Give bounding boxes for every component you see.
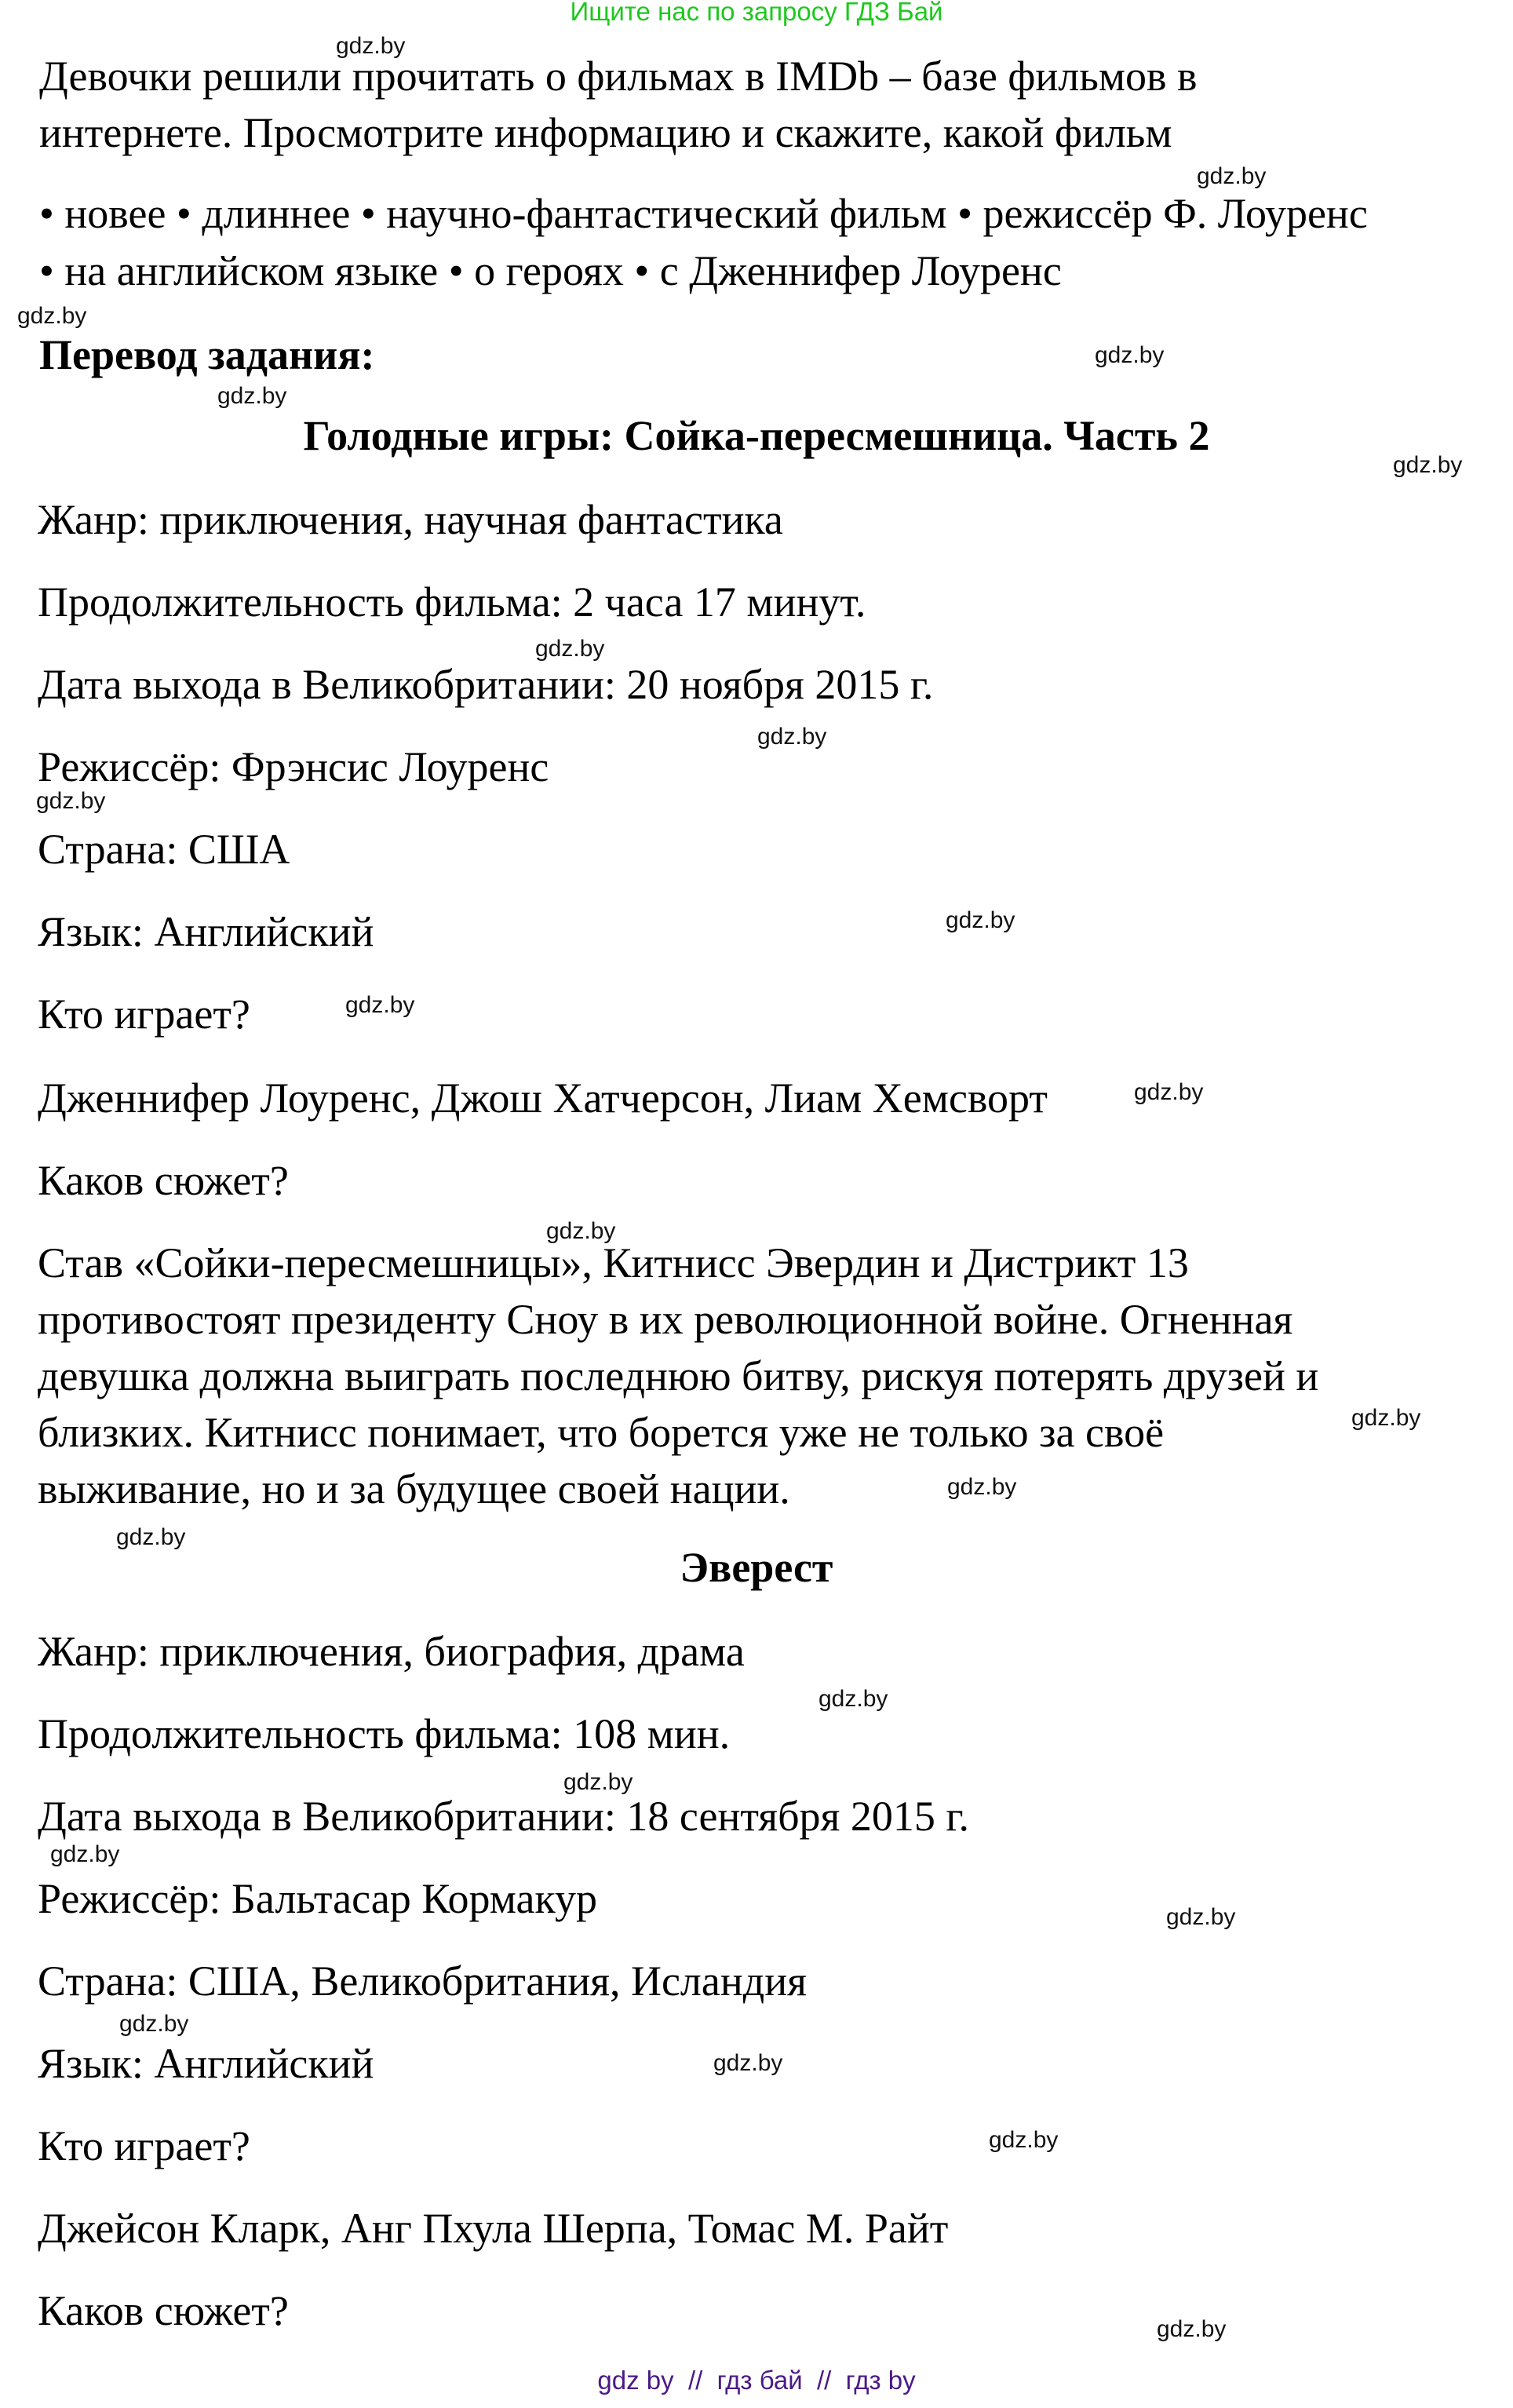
film-2-language: Язык: Английский [38, 2040, 374, 2087]
film-1-cast: Дженнифер Лоуренс, Джош Хатчерсон, Лиам Хемсворт [38, 1074, 1048, 1122]
film-1-release: Дата выхода в Великобритании: 20 ноября 2015 г. [38, 661, 934, 708]
film-2-genre: Жанр: приключения, биография, драма [38, 1628, 745, 1675]
film-1-plot-line: девушка должна выиграть последнюю битву, рискуя потерять друзей и [38, 1352, 1319, 1399]
watermark: gdz.by [946, 907, 1015, 933]
film-1-plot-line: близких. Китнисс понимает, что борется уже не только за своё [38, 1409, 1165, 1456]
film-1-director: Режиссёр: Фрэнсис Лоуренс [38, 743, 549, 790]
watermark: gdz.by [1134, 1079, 1204, 1105]
film-1-language: Язык: Английский [38, 908, 374, 955]
watermark: gdz.by [336, 33, 406, 59]
film-2-country: Страна: США, Великобритания, Исландия [38, 1957, 807, 2005]
watermark: gdz.by [1166, 1904, 1236, 1930]
film-1-genre: Жанр: приключения, научная фантастика [38, 496, 783, 543]
task-line-2: интернете. Просмотрите информацию и скажите, какой фильм [39, 109, 1172, 156]
film-2-director: Режиссёр: Бальтасар Кормакур [38, 1875, 597, 1922]
top-banner: Ищите нас по запросу ГДЗ Бай [570, 0, 943, 26]
watermark: gdz.by [119, 2011, 189, 2037]
film-1-duration: Продолжительность фильма: 2 часа 17 минут. [38, 578, 866, 626]
translation-heading: Перевод задания: [39, 331, 375, 378]
watermark: gdz.by [217, 383, 287, 409]
watermark: gdz.by [50, 1841, 120, 1867]
task-bullets-1: • новее • длиннее • научно-фантастический фильм • режиссёр Ф. Лоуренс [39, 190, 1368, 237]
watermark: gdz.by [17, 303, 87, 329]
film-2-duration: Продолжительность фильма: 108 мин. [38, 1710, 731, 1757]
watermark: gdz.by [1197, 163, 1267, 189]
film-2-cast: Джейсон Кларк, Анг Пхула Шерпа, Томас М. Райт [38, 2205, 949, 2252]
film-1-plot-line: противостоят президенту Сноу в их революционной войне. Огненная [38, 1296, 1293, 1343]
task-bullets-2: • на английском языке • о героях • с Дженнифер Лоуренс [39, 247, 1062, 294]
film-1-plot-line: выживание, но и за будущее своей нации. [38, 1465, 790, 1512]
watermark: gdz.by [546, 1218, 616, 1244]
watermark: gdz.by [345, 992, 415, 1018]
task-line-1: Девочки решили прочитать о фильмах в IMDb – базе фильмов в [39, 53, 1198, 100]
film-2-plot-question: Каков сюжет? [38, 2287, 289, 2334]
watermark: gdz.by [1095, 342, 1165, 368]
film-1-plot-line: Став «Сойки-пересмешницы», Китнисс Эвердин и Дистрикт 13 [38, 1239, 1189, 1286]
film-2-release: Дата выхода в Великобритании: 18 сентября 2015 г. [38, 1793, 969, 1840]
watermark: gdz.by [563, 1769, 633, 1795]
watermark: gdz.by [947, 1474, 1017, 1500]
watermark: gdz.by [989, 2127, 1059, 2153]
film-2-cast-question: Кто играет? [38, 2122, 250, 2169]
watermark: gdz.by [535, 636, 605, 662]
watermark: gdz.by [36, 788, 106, 814]
film-1-country: Страна: США [38, 826, 290, 873]
watermark: gdz.by [757, 724, 827, 750]
footer-watermark: gdz by // гдз бай // гдз by [597, 2366, 916, 2395]
watermark: gdz.by [1351, 1405, 1421, 1431]
watermark: gdz.by [1157, 2316, 1227, 2342]
watermark: gdz.by [818, 1686, 888, 1712]
film-1-plot-question: Каков сюжет? [38, 1157, 289, 1204]
film-1-title: Голодные игры: Сойка-пересмешница. Часть 2 [303, 412, 1210, 459]
watermark: gdz.by [116, 1524, 186, 1550]
watermark: gdz.by [1393, 452, 1463, 478]
watermark: gdz.by [713, 2050, 783, 2076]
film-2-title: Эверест [680, 1544, 833, 1591]
film-1-cast-question: Кто играет? [38, 991, 250, 1038]
